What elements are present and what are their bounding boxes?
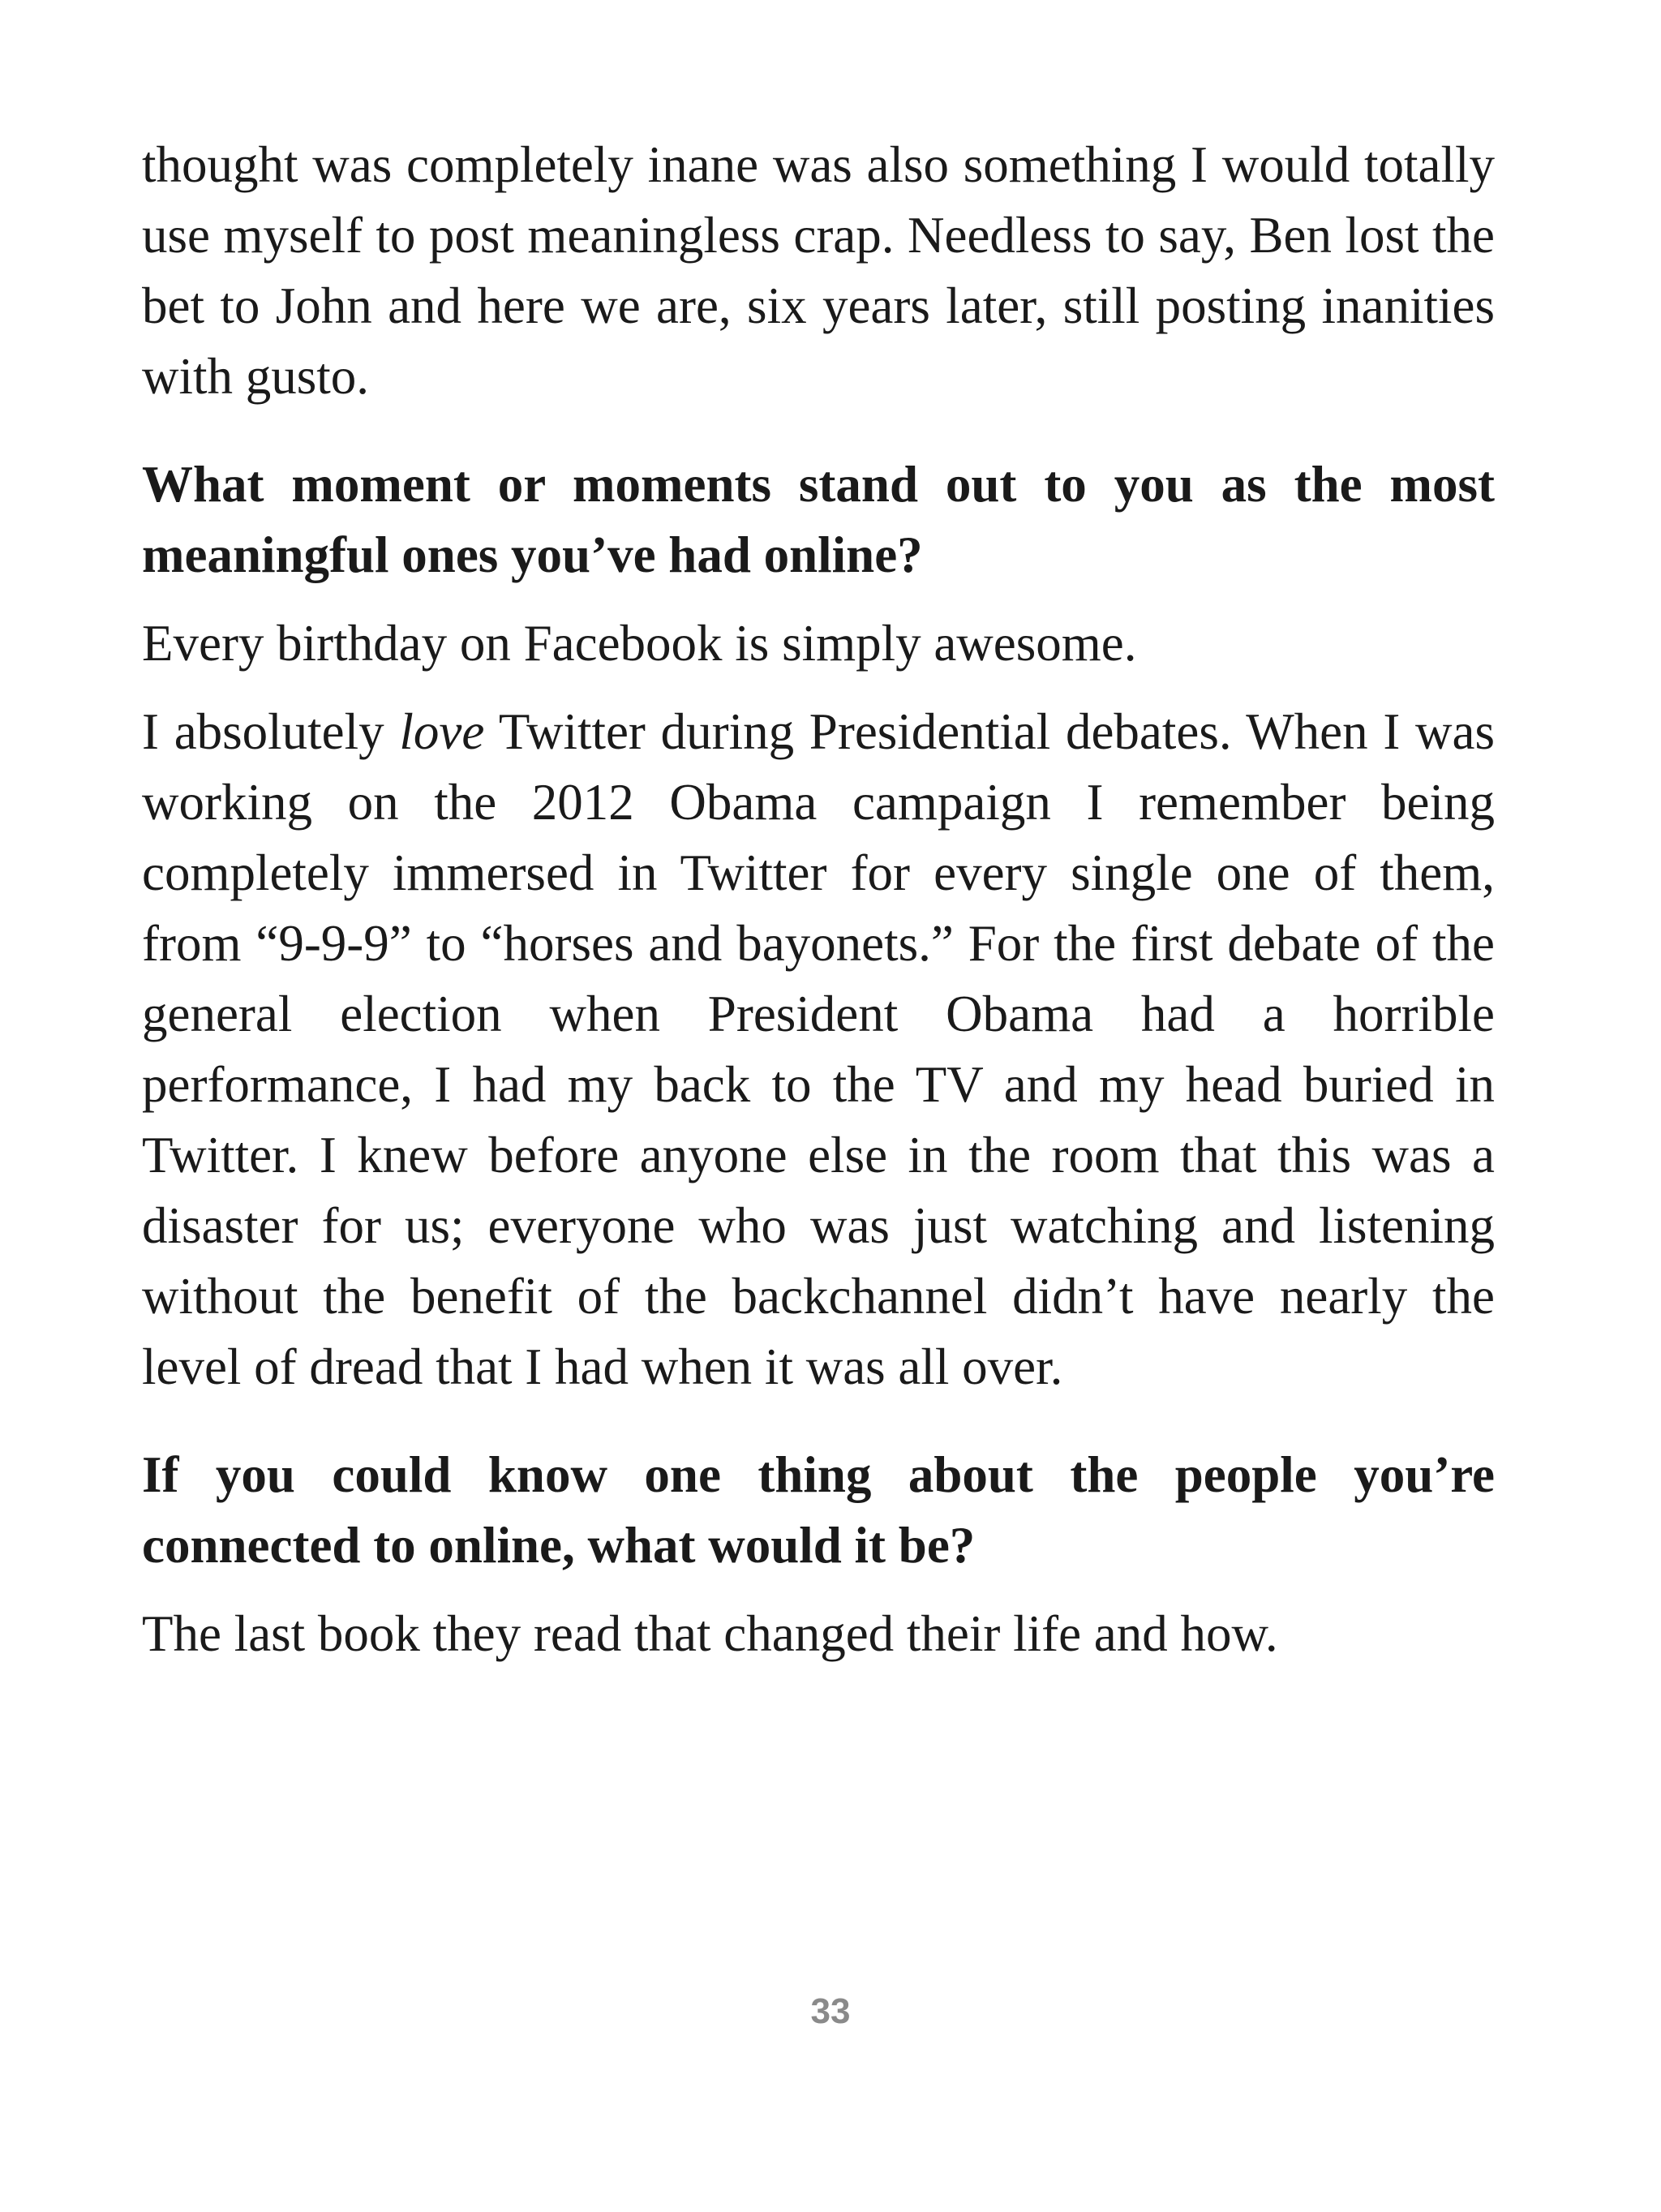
question-meaningful-moments: What moment or moments stand out to you as the most meaningful ones you’ve had online? xyxy=(142,456,1495,583)
emphasis-love: love xyxy=(399,703,485,760)
answer-twitter-debates xyxy=(142,697,1495,1402)
answer-twitter-debates-rest: Twitter during Presidential debates. When I was working on the 2012 Obama campaign I remember being completely immersed in Twitter for every single one of them, from “9-9-9” to “horses and bayonets.” For the first debate of the general election when President Obama had a horrible performance, I had my back to the TV and my head buried in Twitter. I knew before anyone else in the room that this was a disaster for us; everyone who was just watching and listening without the benefit of the backchannel didn’t have nearly the level of dread that I had when it was all over. xyxy=(142,703,1495,1395)
page-body xyxy=(142,130,1495,1687)
answer-twitter-debates-start: I absolutely xyxy=(142,703,400,760)
answer-birthday: Every birthday on Facebook is simply awesome. xyxy=(142,615,1137,672)
answer-last-book: The last book they read that changed their life and how. xyxy=(142,1605,1278,1662)
paragraph-continuation: thought was completely inane was also something I would totally use myself to post meaningless crap. Needless to say, Ben lost the bet to John and here we are, six years later, still posting inanities with gusto. xyxy=(142,136,1495,405)
question-one-thing: If you could know one thing about the people you’re connected to online, what would it be? xyxy=(142,1446,1495,1574)
page-number: 33 xyxy=(810,1991,851,2031)
